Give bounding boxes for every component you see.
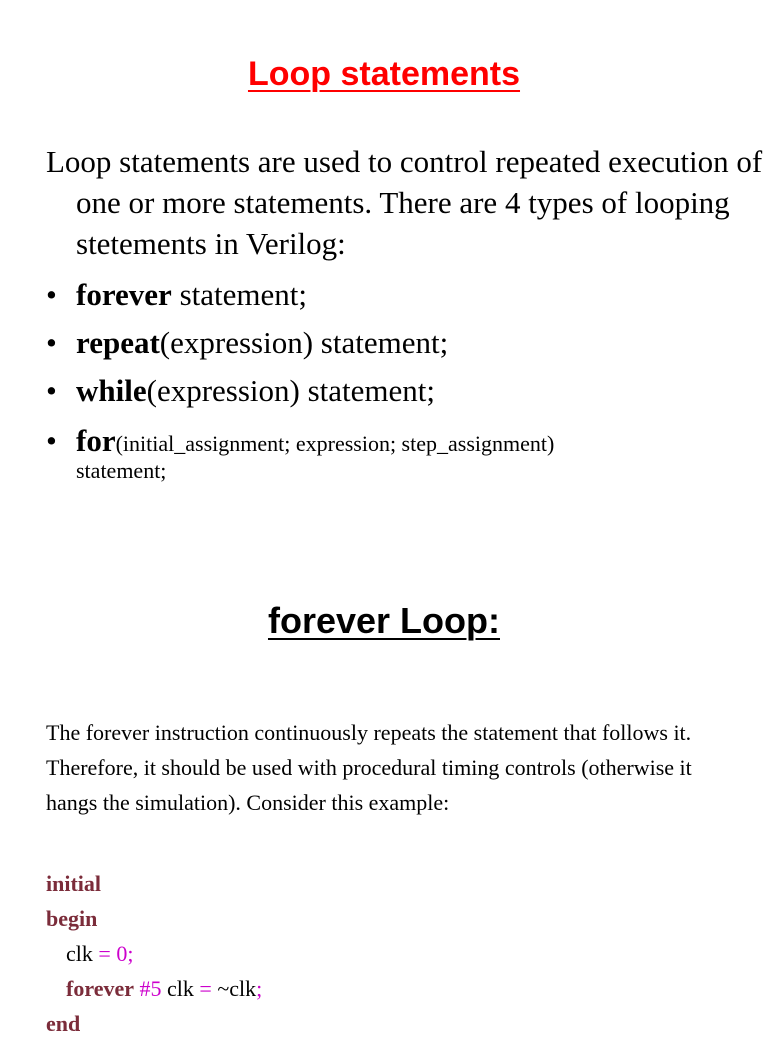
keyword-while: while xyxy=(76,373,147,408)
item-text: (expression) statement; xyxy=(159,325,449,360)
list-item-forever xyxy=(46,276,736,314)
list-item-for xyxy=(46,422,736,486)
item-text: (expression) statement; xyxy=(146,373,436,408)
code-number: 0 xyxy=(110,941,128,966)
bullet-icon: • xyxy=(46,277,57,312)
code-keyword: begin xyxy=(46,906,98,931)
for-arguments: (initial_assignment; expression; step_assignment) xyxy=(115,431,555,456)
slide-title: Loop statements xyxy=(247,55,521,93)
keyword-repeat: repeat xyxy=(76,325,160,360)
bullet-icon: • xyxy=(46,423,57,458)
for-tail: statement; xyxy=(76,458,167,483)
list-item-while xyxy=(46,372,736,410)
keyword-for: for xyxy=(76,423,116,458)
code-example xyxy=(46,866,726,1041)
item-text: statement; xyxy=(171,277,307,312)
code-keyword: forever xyxy=(66,976,134,1001)
code-delay: #5 xyxy=(134,976,162,1001)
code-semicolon: ; xyxy=(256,976,263,1001)
code-line-1 xyxy=(46,866,726,901)
code-operator: = xyxy=(98,941,111,966)
code-operator: = xyxy=(199,976,212,1001)
code-line-4 xyxy=(46,971,726,1006)
code-keyword: initial xyxy=(46,871,102,896)
code-semicolon: ; xyxy=(127,941,134,966)
list-item-repeat xyxy=(46,324,736,362)
section-title: forever Loop: xyxy=(267,600,500,641)
forever-description: The forever instruction continuously repeats the statement that follows it. Therefore, it should be used with procedural timing controls (otherwise it hangs the simulation). Consider this example: xyxy=(46,720,692,815)
code-line-2 xyxy=(46,901,726,936)
code-line-3 xyxy=(46,936,726,971)
bullet-icon: • xyxy=(46,373,57,408)
bullet-icon: • xyxy=(46,325,57,360)
code-variable: clk xyxy=(161,976,200,1001)
code-keyword: end xyxy=(46,1011,81,1036)
intro-text: Loop statements are used to control repeated execution of one or more statements. There are 4 types of looping stetements in Verilog: xyxy=(46,144,763,261)
code-variable: clk xyxy=(66,941,99,966)
code-expression: ~clk xyxy=(211,976,257,1001)
keyword-forever: forever xyxy=(76,277,172,312)
